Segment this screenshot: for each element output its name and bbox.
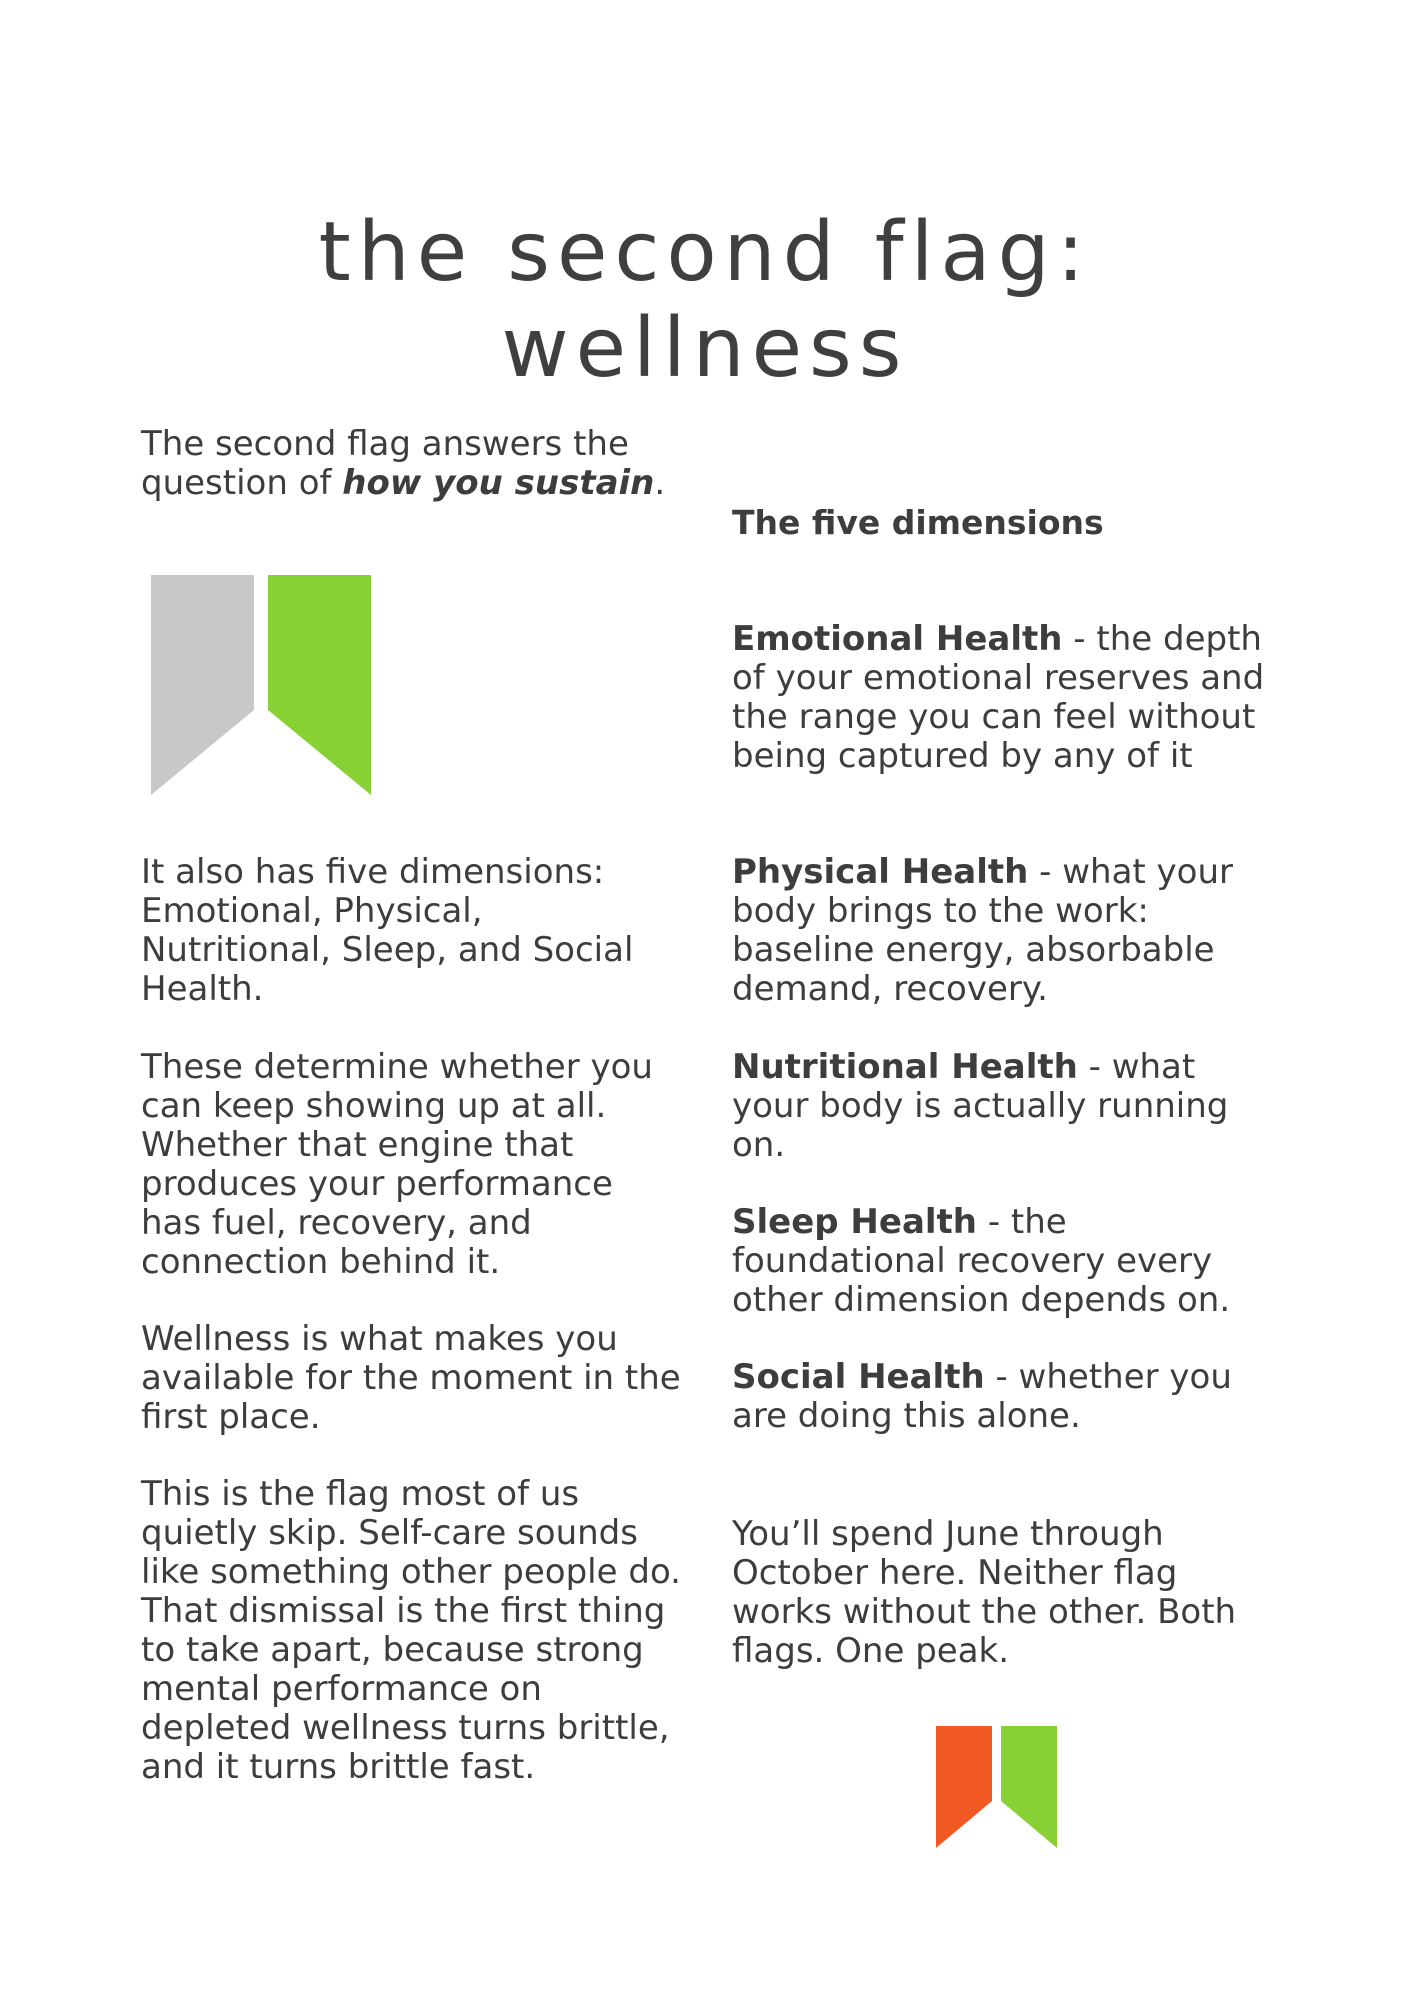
dimension-nutritional [732, 1048, 1272, 1165]
two-flags-orange-green-icon [936, 1726, 1061, 1848]
intro-paragraph [141, 425, 681, 503]
dimension-desc: - whether you are doing this alone. [732, 1357, 1232, 1436]
paragraph-determine: These determine whether you can keep showing up at all. Whether that engine that produces your performance has fuel, recovery, and connection behind it. [141, 1047, 653, 1282]
paragraph-flag-skip: This is the flag most of us quietly skip. Self-care sounds like something other people do. That dismissal is the first thing to take apart, because strong mental performance on depleted wellness turns brittle, and it turns brittle fast. [141, 1474, 681, 1787]
dimensions-heading: The five dimensions [732, 503, 1104, 542]
paragraph-wellness-available: Wellness is what makes you available for the moment in the first place. [141, 1319, 681, 1437]
grey-flag-shape [151, 575, 254, 795]
green-flag-shape-small [1001, 1726, 1057, 1848]
intro-emphasis: how you sustain [342, 463, 655, 503]
dimension-sleep [732, 1203, 1272, 1320]
dimension-desc: - what your body is actually running on. [732, 1047, 1229, 1165]
dimension-physical [732, 853, 1272, 1009]
closing-paragraph: You’ll spend June through October here. Neither flag works without the other. Both flags. One peak. [732, 1514, 1237, 1671]
orange-flag-shape [936, 1726, 992, 1848]
intro-period: . [654, 463, 666, 503]
dimension-desc: - the depth of your emotional reserves and the range you can feel without being captured by any of it [732, 619, 1265, 776]
intro-text: The second flag answers the question of [141, 424, 629, 503]
title-line-1: the second flag: [318, 204, 1092, 300]
dimension-name: Social Health [732, 1357, 985, 1397]
paragraph-five-dimensions: It also has five dimensions: Emotional, Physical, Nutritional, Sleep, and Social Health. [141, 852, 634, 1009]
dimension-name: Nutritional Health [732, 1047, 1078, 1087]
page-title [0, 205, 1410, 397]
dimension-name: Physical Health [732, 852, 1029, 892]
dimension-desc: - what your body brings to the work: baseline energy, absorbable demand, recovery. [732, 852, 1234, 1009]
dimension-emotional [732, 620, 1272, 776]
dimension-name: Emotional Health [732, 619, 1063, 659]
green-flag-shape [268, 575, 371, 795]
title-line-2: wellness [501, 300, 909, 396]
dimension-name: Sleep Health [732, 1202, 978, 1242]
dimension-desc: - the foundational recovery every other dimension depends on. [732, 1202, 1231, 1320]
two-flags-grey-green-icon [151, 575, 376, 795]
dimension-social [732, 1358, 1272, 1436]
